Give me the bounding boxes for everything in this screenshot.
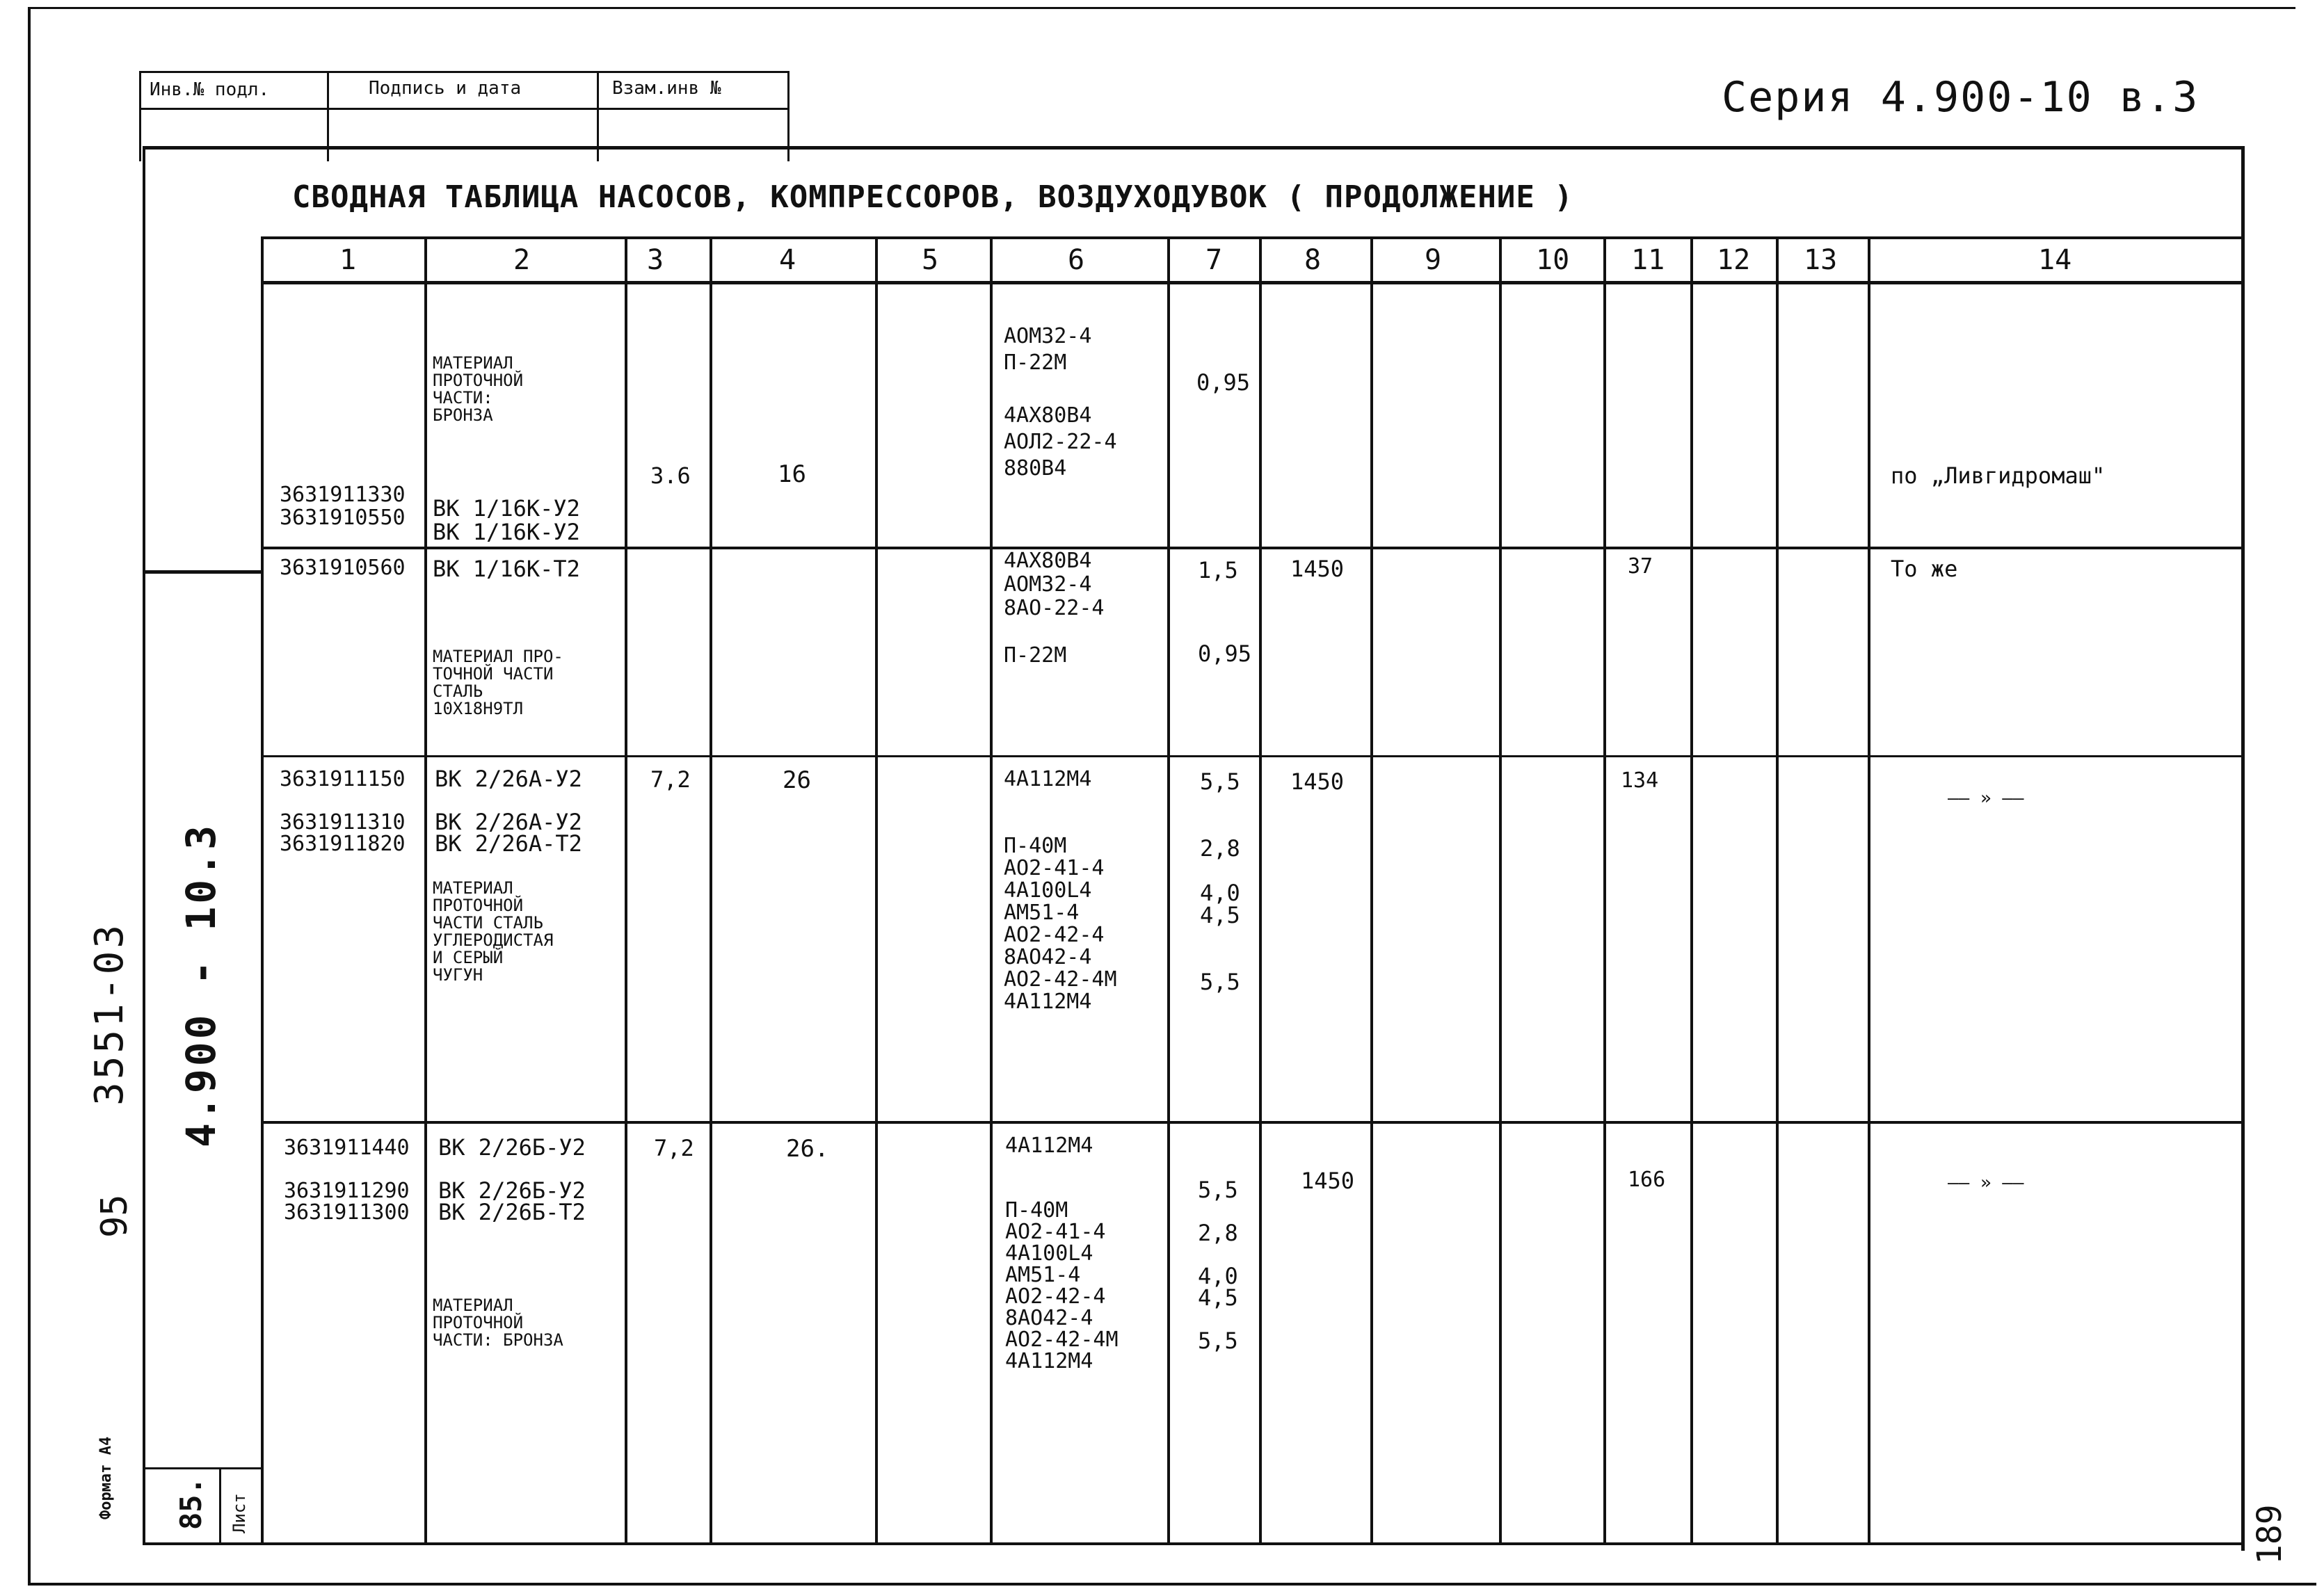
side-inv-stamp: 3551-03 bbox=[87, 921, 132, 1106]
row4-speed: 1450 bbox=[1301, 1168, 1355, 1194]
row1-c3: 3.6 bbox=[650, 462, 691, 489]
row4-power: 5,5 2,8 4,0 4,5 5,5 bbox=[1198, 1177, 1238, 1354]
col-header-2: 2 bbox=[513, 244, 531, 276]
row2-c11: 37 bbox=[1628, 554, 1653, 579]
row2-model: ВК 1/16К-Т2 bbox=[433, 556, 580, 582]
row2-note: То же bbox=[1891, 556, 1958, 582]
row2-code: 3631910560 bbox=[280, 556, 406, 580]
col-header-8: 8 bbox=[1304, 244, 1322, 276]
col-header-13: 13 bbox=[1804, 244, 1838, 276]
col-header-14: 14 bbox=[2038, 244, 2072, 276]
row4-motors: 4А112М4 П-40М АО2-41-4 4А100L4 АМ51-4 АО2-42-4 8АО42-4 АО2-42-4М 4А112М4 bbox=[1005, 1134, 1119, 1373]
row3-c4: 26 bbox=[783, 766, 811, 794]
outer-frame-bottom bbox=[28, 1583, 2316, 1586]
inner-frame-bottom bbox=[143, 1542, 2243, 1545]
row1-material: МАТЕРИАЛ ПРОТОЧНОЙ ЧАСТИ: БРОНЗА bbox=[433, 353, 524, 425]
row4-material: МАТЕРИАЛ ПРОТОЧНОЙ ЧАСТИ: БРОНЗА bbox=[433, 1296, 563, 1350]
col-header-7: 7 bbox=[1205, 244, 1223, 276]
stamp-signature-date: Подпись и дата bbox=[369, 78, 522, 99]
side-band-divider bbox=[143, 570, 261, 574]
row3-code: 3631911150 3631911310 3631911820 bbox=[280, 767, 406, 856]
col-header-11: 11 bbox=[1631, 244, 1665, 276]
row2-speed: 1450 bbox=[1290, 556, 1345, 582]
row2-motors: 4АХ80В4 АОМ32-4 8АО-22-4 П-22М bbox=[1004, 549, 1105, 668]
inner-frame-right bbox=[2241, 146, 2245, 1551]
page-number-right: 189 bbox=[2250, 1504, 2289, 1565]
row4-c11: 166 bbox=[1628, 1168, 1666, 1192]
col-header-1: 1 bbox=[339, 244, 357, 276]
row4-note: —— » —— bbox=[1948, 1172, 2024, 1193]
row3-power: 5,5 2,8 4,0 4,5 5,5 bbox=[1200, 768, 1240, 995]
row1-power: 0,95 bbox=[1196, 369, 1251, 396]
col-header-3: 3 bbox=[647, 244, 664, 276]
row3-motors: 4А112М4 П-40М АО2-41-4 4А100L4 АМ51-4 АО2-42-4 8АО42-4 АО2-42-4М 4А112М4 bbox=[1004, 767, 1117, 1014]
row3-material: МАТЕРИАЛ ПРОТОЧНОЙ ЧАСТИ СТАЛЬ УГЛЕРОДИСТАЯ И СЕРЫЙ ЧУГУН bbox=[433, 878, 554, 985]
row1-motors: АОМ32-4 П-22М 4АХ80В4 АОЛ2-22-4 880В4 bbox=[1004, 324, 1117, 481]
side-sheet-sub: 95 bbox=[94, 1194, 136, 1238]
stamp-replace-inv: Взам.инв № bbox=[612, 78, 721, 99]
row2-power: 1,5 0,95 bbox=[1198, 557, 1252, 667]
sheet-number: 85. bbox=[174, 1477, 208, 1530]
side-format: Формат А4 bbox=[97, 1436, 115, 1519]
col-header-10: 10 bbox=[1536, 244, 1570, 276]
inner-frame-top bbox=[143, 146, 2243, 150]
row4-code: 3631911440 3631911290 3631911300 bbox=[284, 1136, 410, 1225]
row1-c4: 16 bbox=[778, 460, 806, 488]
row2-material: МАТЕРИАЛ ПРО- ТОЧНОЙ ЧАСТИ СТАЛЬ 10Х18Н9ТЛ bbox=[433, 647, 563, 718]
sheet-label: Лист bbox=[230, 1493, 249, 1533]
series-label: Серия 4.900-10 в.3 bbox=[1722, 73, 2199, 122]
col-header-5: 5 bbox=[922, 244, 939, 276]
row3-model: ВК 2/26А-У2 ВК 2/26А-У2 ВК 2/26А-Т2 bbox=[435, 766, 582, 857]
col-header-4: 4 bbox=[779, 244, 796, 276]
side-doc-number: 4.900 - 10.3 bbox=[177, 822, 225, 1147]
stamp-inv-no: Инв.№ подл. bbox=[150, 79, 270, 100]
row4-c3: 7,2 bbox=[654, 1135, 694, 1161]
row1-model: ВК 1/16К-У2 ВК 1/16К-У2 bbox=[433, 495, 580, 545]
row1-note: по „Ливгидромаш" bbox=[1891, 462, 2106, 489]
table-title: СВОДНАЯ ТАБЛИЦА НАСОСОВ, КОМПРЕССОРОВ, ВОЗДУХОДУВОК ( ПРОДОЛЖЕНИЕ ) bbox=[292, 179, 1573, 215]
row3-speed: 1450 bbox=[1290, 768, 1345, 795]
row3-c3: 7,2 bbox=[650, 766, 691, 793]
outer-frame-top bbox=[28, 7, 2295, 9]
inner-frame-left bbox=[143, 146, 145, 1544]
row4-model: ВК 2/26Б-У2 ВК 2/26Б-У2 ВК 2/26Б-Т2 bbox=[438, 1134, 586, 1225]
row3-c11: 134 bbox=[1621, 768, 1659, 793]
row1-code: 3631911330 3631910550 bbox=[280, 483, 406, 530]
row3-note: —— » —— bbox=[1948, 788, 2024, 809]
outer-frame-left bbox=[28, 7, 31, 1586]
col-header-9: 9 bbox=[1425, 244, 1442, 276]
col-header-12: 12 bbox=[1717, 244, 1751, 276]
col-header-6: 6 bbox=[1068, 244, 1085, 276]
row4-c4: 26. bbox=[786, 1135, 829, 1163]
